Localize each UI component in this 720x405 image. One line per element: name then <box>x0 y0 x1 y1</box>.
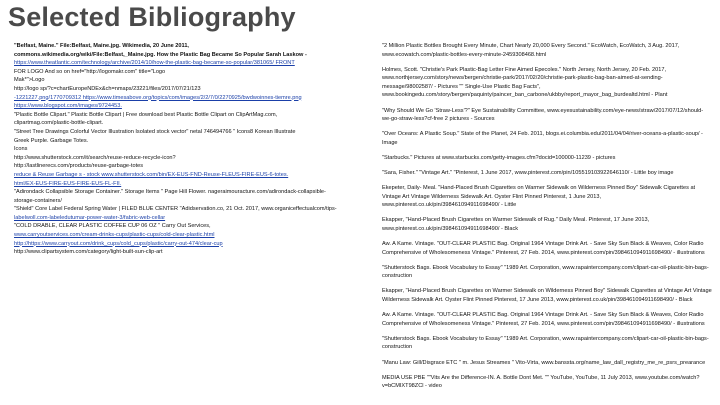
citation-entry: Aw. A Kame. Vintage. "OUT-CLEAR PLASTIC Bag. Original 1964 Vintage Drink Art. - Save Sky Sun Black & Weaves, Color Radio Comprehensive of Wholesomeness Vintage." Pinterest, 27 Feb. 2014, www.pinterest.com/pin/398461094911698490/ - illustrations <box>382 312 705 327</box>
citation-line: storage-containers/ <box>14 197 62 204</box>
citation-line[interactable]: https://www.theatlantic.com/technology/archive/2014/10/how-the-plastic-bag-became-so-popular/381065/ FRONT <box>14 60 295 67</box>
citation-entry: "Over Oceans: A Plastic Soup." State of the Planet, 24 Feb. 2011, blogs.ei.columbia.edu/2011/04/04/river-oceans-a-plastic-soup/ - Image <box>382 131 703 146</box>
citation-entry: "Sara, Fisher." "Vintage Art." "Pinterest, 1 June 2017, www.pinterest.com/pin/105519103922646110/ - Little boy image <box>382 170 674 177</box>
citation-entry: "2 Million Plastic Bottles Brought Every Minute, Chart Nearly 20,000 Every Second." EcoWatch, EcoWatch, 3 Aug. 2017, www.ecowatch.com/plastic-bottles-every-minute-2459308468.html <box>382 43 680 58</box>
bibliography-left-column <box>14 42 347 402</box>
citation-entry: "Why Should We Go 'Straw-Less'?" Eye Sustainability Committee, www.eyesustainability.com/eye-news/straw/2017/07/12/should-we-go-straw-less?cf-free 2 pictures - Sources <box>382 107 704 123</box>
citation-line[interactable]: http://https://www.carryout.com/drink_cups/cold_cups/plastic/carry-out-474/clear-cup <box>14 240 223 247</box>
citation-line: Icons <box>14 146 28 153</box>
citation-line[interactable]: https://www.blogspot.com/images/9724453. <box>14 103 122 110</box>
citation-line: FOR LOGO And so on href="http://logomakr.com" title="Logo <box>14 68 166 75</box>
citation-line: "COLD DRABLE, CLEAR PLASTIC COFFEE CUP 06 OZ " Carry Out Services, <box>14 223 211 230</box>
citation-line: "Street Tree Drawings Colorful Vector Illustration Isolated stock vector" netal 746494766 " Icons8 Korean Illustrate <box>14 128 296 135</box>
citation-line[interactable]: reduce & Reuse Garbage s - stock www.shutterstock.com/bin/EX-EUS-FND-Reuse-FLEUS-FIRE-EUS-6-totes. <box>14 171 289 178</box>
citation-line: "Adirondack Collapsible Storage Container." Storage Items " Page Hill Flower. nageraimouracture.com/adirondack-collapsible- <box>14 189 326 196</box>
citation-entry: Holmes, Scott. "Christie's Park Plastic-Bag Letter Fine Aimed Epecoles." North Jersey, North Jersey, 20 Feb. 2017, www.northjersey.com/story/news/bergen/christie-park/2017/02/20/christie-park-plastic-bag-ban-aimed-at-sending-message/98002587/ - Pictures "" Single-Use Plastic Bag Facts", www.bookingedu.com/story/bergen/paquinty/paincer_ban_carbone/ukbby/report_mayor_bag_burdealtd.html - Plant <box>382 66 668 99</box>
bibliography-right-column <box>382 42 712 402</box>
citation-line: http://lastlinerecs.com/products/reuse-garbage-totes <box>14 163 144 170</box>
citation-line: Mak*">Logo <box>14 77 45 84</box>
citation-line: Greek Purple. Garbage Totes. <box>14 137 89 144</box>
citation-line: http://www.shutterstock.com/it/search/reuse-reduce-recycle-icon? <box>14 154 176 161</box>
citation-entry: "Shutterstock Bags. Ebook Vocabulary to Essay" "1989 Art. Corporation, www.rapaintercompany.com/clipart-car-oil-plastic-bin-bags-construction <box>382 335 709 351</box>
citation-line[interactable]: html/EX-EUS-FIRE-EUS-FIRE-EUS-FL-FII. <box>14 180 122 187</box>
citation-line: http://www.clipartsystem.com/category/light-built-sun-clip-art <box>14 249 163 256</box>
citation-line: clipartmag.com/plastic-bottle-clipart. <box>14 120 104 127</box>
citation-entry: Ekapper, "Hand-Placed Brush Cigarettes on Warmer Sidewalk on Wilderness Pinned Boy" Sidewalk Cigarettes at Vintage Art Vintage Wilderness Sidewalk Art. Oyster Flint Pinned Pinterest, 17 June 2013, www.pinterest.co.uk/pin/398461094911698490/ - Black <box>382 288 712 304</box>
citation-line[interactable]: -1221227.png/1770709312 https://www.timesabove.org/topics/com/images/2/2/7/0/2270925/bwdwoinnes-tiemre.png <box>14 94 302 101</box>
citation-entry: Ekepeter, Daily- Meal. "Hand-Placed Brush Cigarettes on Warmer Sidewalk on Wilderness Pinned Boy" Sidewalk Cigarettes at Vintage Art Vintage Wilderness Sidewalk Art. Oyster Flint Pinned Pinterest, 1 June 2013, www.pinterest.co.uk/pin/398461094911698490/ - Little <box>382 185 696 209</box>
citation-line: commons.wikimedia.org/wiki/File:Belfast,_Maine.jpg. How the Plastic Bag Became So Popular Sarah Laskow - <box>14 51 307 58</box>
citation-entry: "Manu Law: Gill/Disgrace ETC " m. Jesus Streames " Vito-Virta, www.banssta.org/name_law_dall_registry_me_re_psrs_prearance <box>382 359 706 366</box>
citation-line: http://logo sp/?c=chartEuropeNDEx&ch=nmaps/23221/files/2017/07/21/123 <box>14 85 201 92</box>
citation-line[interactable]: labelwoll.com-labeledutumar-power-water-3/fabric-web-cellar <box>14 214 166 221</box>
citation-entry: Aw. A Kame. Vintage. "OUT-CLEAR PLASTIC Bag. Original 1964 Vintage Drink Art. - Save Sky Sun Black & Weaves, Color Radio Comprehensive of Wholesomeness Vintage." Pinterest, 27 Feb. 2014, www.pinterest.com/pin/398461094911698490/ - illustrations <box>382 241 705 256</box>
citation-line: "Shield" Core Label Federal Spring Water | FILED BLUE CENTER "Adidservation.co, 21 Oct. 2017, www.organiceffectualcom/tips- <box>14 206 337 213</box>
citation-line: "Plastic Bottle Clipart." Plastic Bottle Clipart | Free download best Plastic Bottle Clipart on ClipArtMag.com, <box>14 111 278 118</box>
citation-entry: "Starbucks." Pictures at www.starbucks.com/getty-images.cfm?docid=100000-11239 - pictures <box>382 154 616 161</box>
citation-line: "Belfast, Maine." File:Belfast, Maine.jpg. Wikimedia, 20 June 2011, <box>14 43 189 49</box>
page-title: Selected Bibliography <box>8 2 296 32</box>
citation-entry: Ekapper, "Hand-Placed Brush Cigarettes on Warmer Sidewalk of Rug." Daily Meal. Pinterest, 17 June 2013, www.pinterest.co.uk/pin/398461094911698490/ - Black <box>382 217 650 232</box>
citation-entry: "Shutterstock Bags. Ebook Vocabulary to Essay" "1989 Art. Corporation, www.rapaintercompany.com/clipart-car-oil-plastic-bin-bags-construction <box>382 264 709 280</box>
citation-line[interactable]: www.carryoutservices.com/cream-drinks-cups/plastic-cups/cold-clear-plastic.html <box>14 232 215 239</box>
citation-entry: MEDIA USE PBE ""Vits Are the Difference-IN. A. Bottle Dont Met. "" YouTube, YouTube, 11 July 2013, www.youtube.com/watch?v=bCMIXT98ZCl - video <box>382 374 700 390</box>
